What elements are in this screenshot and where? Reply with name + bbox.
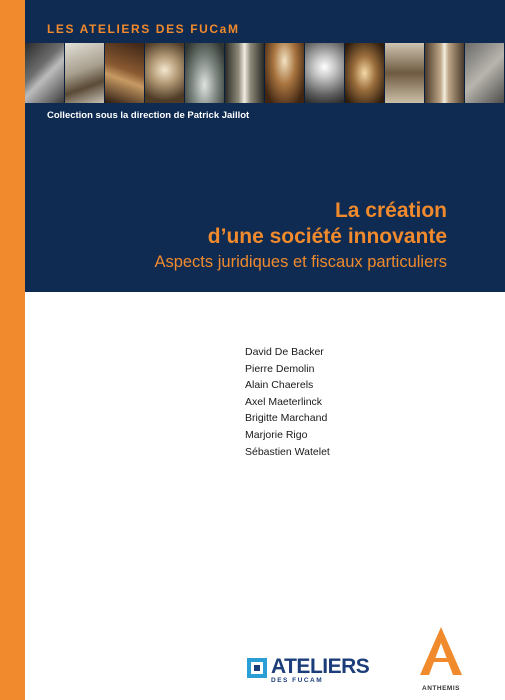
anthemis-name: ANTHEMIS: [422, 685, 460, 692]
series-name: LES ATELIERS DES FUCaM: [47, 22, 240, 36]
photo-strip: [25, 43, 505, 103]
anthemis-logo: [418, 625, 464, 692]
ateliers-square-icon: [246, 657, 268, 679]
photo-stone-wall: [465, 43, 505, 103]
author-name: Brigitte Marchand: [245, 412, 328, 425]
photo-vaulted-hall: [185, 43, 225, 103]
photo-arched-door: [265, 43, 305, 103]
orange-spine: [0, 0, 25, 700]
book-subtitle: Aspects juridiques et fiscaux particuliers: [154, 253, 447, 271]
title-block: [154, 198, 447, 274]
photo-cloister-passage: [225, 43, 265, 103]
photo-corridor-arches: [145, 43, 185, 103]
ateliers-logo-text: ATELIERS: [271, 655, 370, 678]
photo-staircase: [65, 43, 105, 103]
author-name: David De Backer: [245, 346, 324, 358]
book-title-line-2: d’une société innovante: [207, 225, 447, 248]
photo-wooden-stairs: [105, 43, 145, 103]
ateliers-fucam-logo: [246, 657, 369, 684]
photo-hallway-light: [425, 43, 465, 103]
photo-lamp: [305, 43, 345, 103]
photo-balustrade: [385, 43, 425, 103]
photo-long-hallway: [345, 43, 385, 103]
author-name: Sébastien Watelet: [245, 445, 330, 458]
author-list: [245, 344, 330, 460]
photo-window-lattice: [25, 43, 65, 103]
book-title-line-1: La création: [334, 199, 447, 222]
author-name: Pierre Demolin: [245, 362, 315, 375]
anthemis-a-icon: [418, 625, 464, 677]
ateliers-logo-subtext: DES FUCAM: [271, 677, 324, 684]
collection-editor: Collection sous la direction de Patrick Jaillot: [47, 110, 250, 121]
author-name: Alain Chaerels: [245, 379, 314, 392]
author-name: Marjorie Rigo: [245, 428, 308, 441]
author-name: Axel Maeterlinck: [245, 395, 323, 408]
